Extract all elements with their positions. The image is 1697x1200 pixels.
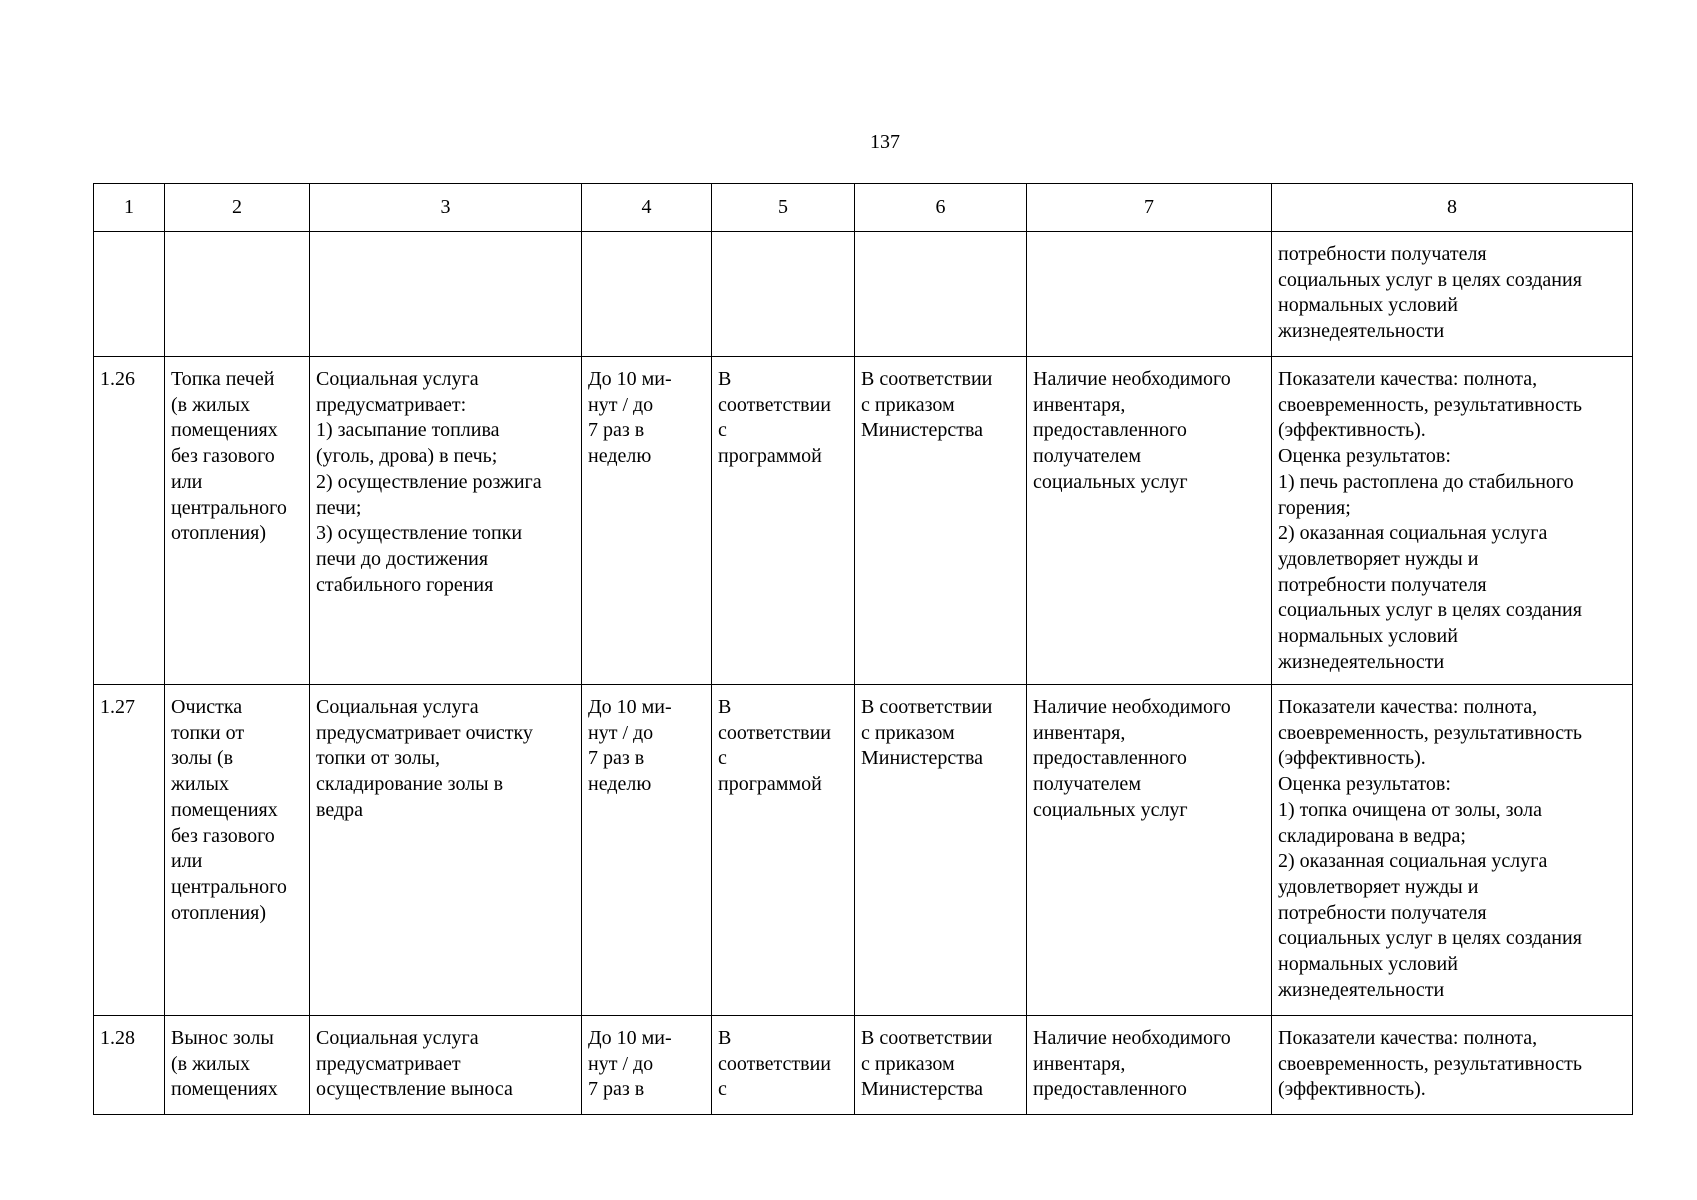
cell-order: В соответствии с приказом Министерства xyxy=(855,357,1027,685)
cell-duration: До 10 ми- нут / до 7 раз в неделю xyxy=(582,357,712,685)
table-row-1-28 xyxy=(94,1016,1633,1115)
column-header-1: 1 xyxy=(94,184,165,232)
cell-duration: До 10 ми- нут / до 7 раз в неделю xyxy=(582,685,712,1016)
cell-number: 1.28 xyxy=(94,1016,165,1115)
cell-service-name: Вынос золы (в жилых помещениях xyxy=(165,1016,310,1115)
cell-number: 1.27 xyxy=(94,685,165,1016)
cell-quality: Показатели качества: полнота, своевременность, результативность (эффективность). xyxy=(1272,1016,1633,1115)
column-header-8: 8 xyxy=(1272,184,1633,232)
cell-description: Социальная услуга предусматривает осуществление выноса xyxy=(310,1016,582,1115)
cell-order xyxy=(855,232,1027,357)
cell-quality: Показатели качества: полнота, своевременность, результативность (эффективность). Оценка результатов: 1) печь растоплена до стабильного горения; 2) оказанная социальная услуга удовлетворяет нужды и потребности получателя социальных услуг в целях создания нормальных условий жизнедеятельности xyxy=(1272,357,1633,685)
cell-quality: Показатели качества: полнота, своевременность, результативность (эффективность). Оценка результатов: 1) топка очищена от золы, зола складирована в ведра; 2) оказанная социальная услуга удовлетворяет нужды и потребности получателя социальных услуг в целях создания нормальных условий жизнедеятельности xyxy=(1272,685,1633,1016)
cell-description xyxy=(310,232,582,357)
cell-duration xyxy=(582,232,712,357)
cell-conditions: Наличие необходимого инвентаря, предоставленного xyxy=(1027,1016,1272,1115)
column-header-6: 6 xyxy=(855,184,1027,232)
cell-conditions: Наличие необходимого инвентаря, предоставленного получателем социальных услуг xyxy=(1027,685,1272,1016)
cell-order: В соответствии с приказом Министерства xyxy=(855,685,1027,1016)
cell-description: Социальная услуга предусматривает очистку топки от золы, складирование золы в ведра xyxy=(310,685,582,1016)
column-header-7: 7 xyxy=(1027,184,1272,232)
cell-quality: потребности получателя социальных услуг в целях создания нормальных условий жизнедеятельности xyxy=(1272,232,1633,357)
cell-program xyxy=(712,232,855,357)
cell-number xyxy=(94,232,165,357)
column-header-5: 5 xyxy=(712,184,855,232)
column-header-2: 2 xyxy=(165,184,310,232)
cell-conditions: Наличие необходимого инвентаря, предоставленного получателем социальных услуг xyxy=(1027,357,1272,685)
cell-program: В соответствии с xyxy=(712,1016,855,1115)
cell-duration: До 10 ми- нут / до 7 раз в xyxy=(582,1016,712,1115)
table-row-1-27 xyxy=(94,685,1633,1016)
services-table xyxy=(93,183,1633,1115)
cell-service-name: Очистка топки от золы (в жилых помещениях без газового или центрального отопления) xyxy=(165,685,310,1016)
cell-description: Социальная услуга предусматривает: 1) засыпание топлива (уголь, дрова) в печь; 2) осуществление розжига печи; 3) осуществление топки печи до достижения стабильного горения xyxy=(310,357,582,685)
column-header-3: 3 xyxy=(310,184,582,232)
header-row xyxy=(94,184,1633,232)
cell-service-name xyxy=(165,232,310,357)
page-number: 137 xyxy=(870,131,900,153)
cell-conditions xyxy=(1027,232,1272,357)
table-row-1-26 xyxy=(94,357,1633,685)
column-header-4: 4 xyxy=(582,184,712,232)
table-row-continuation xyxy=(94,232,1633,357)
cell-order: В соответствии с приказом Министерства xyxy=(855,1016,1027,1115)
cell-program: В соответствии с программой xyxy=(712,685,855,1016)
cell-number: 1.26 xyxy=(94,357,165,685)
cell-service-name: Топка печей (в жилых помещениях без газового или центрального отопления) xyxy=(165,357,310,685)
cell-program: В соответствии с программой xyxy=(712,357,855,685)
